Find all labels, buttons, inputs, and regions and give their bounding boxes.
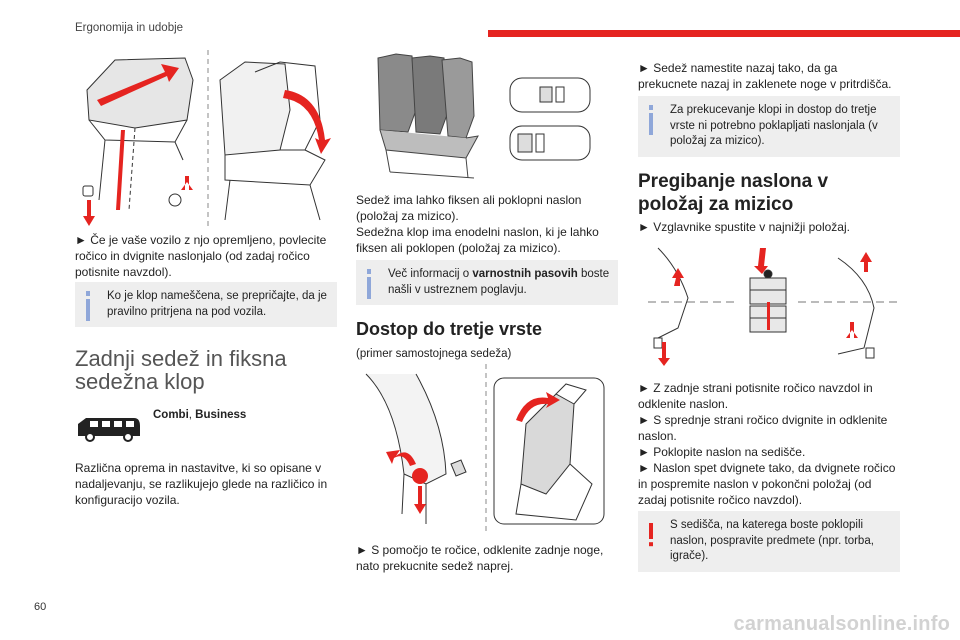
- info-icon: [367, 269, 371, 299]
- seat-layout-illustration: [356, 50, 618, 180]
- col2-paragraph-3: ► S pomočjo te ročice, odklenite zadnje noge, nato prekucnite sedež naprej.: [356, 543, 604, 573]
- info-icon: [86, 291, 90, 321]
- col1-info-note: [75, 282, 337, 327]
- van-badge-icon: [76, 414, 142, 442]
- version-business: Business: [195, 409, 247, 421]
- page-number: 60: [34, 601, 47, 613]
- seat-lever-illustration: [75, 50, 337, 226]
- version-separator: ,: [188, 409, 196, 421]
- header-accent-bar: [488, 30, 960, 37]
- col2-info-note: [356, 260, 618, 305]
- col3-step-2: ► S sprednje strani ročico dvignite in odklenite naslon.: [638, 413, 888, 443]
- col3-warning-text: S sedišča, na katerega boste poklopili naslon, pospravite predmete (npr. torba, igrače).: [670, 519, 874, 562]
- col3-info-note: [638, 96, 900, 157]
- col3-step-1: ► Z zadnje strani potisnite ročico navzdol in odklenite naslon.: [638, 381, 873, 411]
- col3-paragraph-1: ► Sedež namestite nazaj tako, da ga prekucnete nazaj in zaklenete noge v pritrdišča.: [638, 61, 892, 91]
- col3-step-4: ► Naslon spet dvignete tako, da dvignete ročico in pospremite naslon v pokončni položaj (od zadaj potisnite ročico navzdol).: [638, 461, 896, 507]
- versions-label: [153, 409, 246, 421]
- col2-note-prefix: Več informacij o: [388, 268, 473, 280]
- col2-paragraph-2: Sedežna klop ima enodelni naslon, ki je lahko fiksen ali poklopen (položaj za mizico).: [356, 225, 599, 255]
- version-combi: Combi: [153, 409, 189, 421]
- col1-info-note-text: Ko je klop nameščena, se prepričajte, da je pravilno pritrjena na pod vozila.: [107, 290, 327, 318]
- col3-heading: Pregibanje naslona v položaj za mizico: [638, 171, 829, 215]
- col3-paragraph-2: ► Vzglavnike spustite v najnižji položaj.: [638, 220, 850, 234]
- section-title: Ergonomija in udobje: [75, 22, 184, 34]
- col3-steps-list: [638, 380, 900, 508]
- col2-caption: (primer samostojnega sedeža): [356, 348, 512, 360]
- col2-note-bold: varnostnih pasovih: [472, 268, 578, 280]
- backrest-folding-illustration: [638, 238, 900, 368]
- col3-info-note-text: Za prekucevanje klopi in dostop do tretje vrste ni potrebno poklapljati naslonjala (v položaj za mizico).: [670, 104, 878, 147]
- col3-warning-note: [638, 511, 900, 572]
- col3-step-3: ► Poklopite naslon na sedišče.: [638, 445, 806, 459]
- info-icon: [649, 105, 653, 135]
- col1-heading: Zadnji sedež in fiksna sedežna klop: [75, 346, 287, 394]
- col1-paragraph-2: Različna oprema in nastavitve, ki so opisane v nadaljevanju, se razlikujejo glede na različico in konfiguracijo vozila.: [75, 461, 328, 507]
- seat-tipping-illustration: [356, 364, 618, 534]
- col2-heading: Dostop do tretje vrste: [356, 319, 543, 339]
- warning-icon: [649, 520, 653, 550]
- watermark: carmanualsonline.info: [733, 613, 950, 635]
- col1-paragraph-1: ► Če je vaše vozilo z njo opremljeno, povlecite ročico in dvignite naslonjalo (od zadaj ročico potisnite navzdol).: [75, 233, 327, 279]
- col2-note-suffix: boste našli v ustreznem poglavju.: [388, 268, 610, 296]
- col2-paragraph-1: Sedež ima lahko fiksen ali poklopni naslon (položaj za mizico).: [356, 193, 582, 223]
